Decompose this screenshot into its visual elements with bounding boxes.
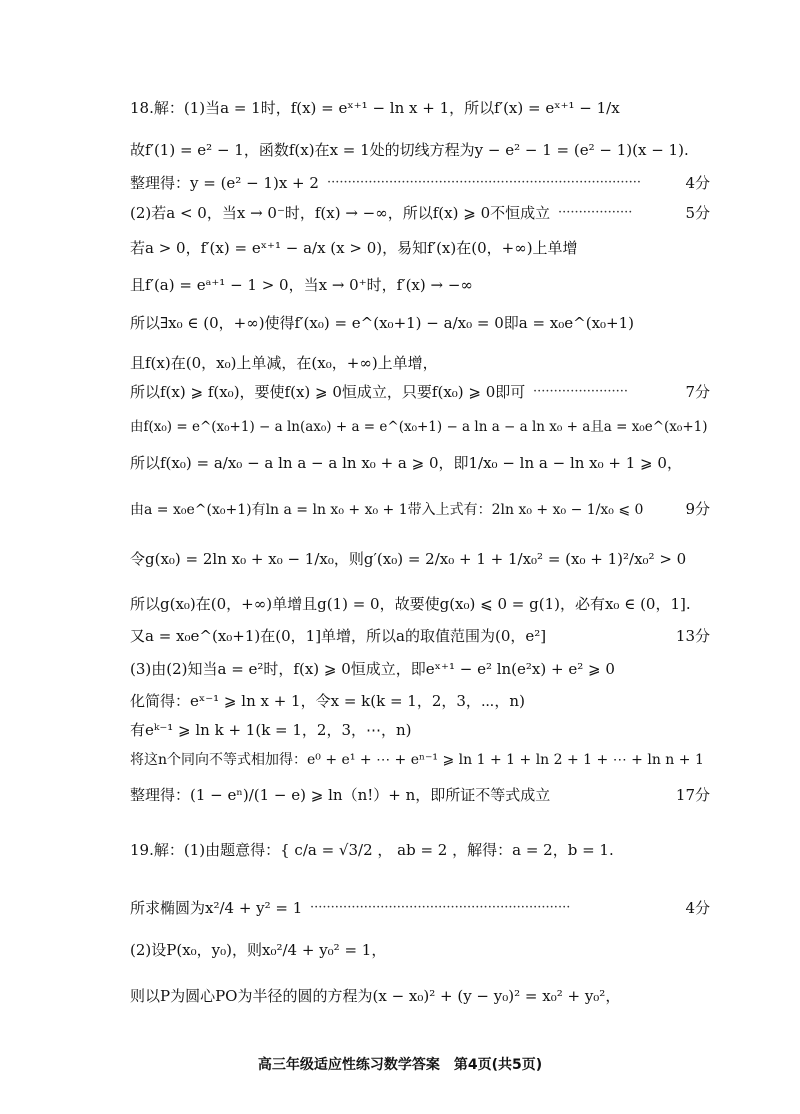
line-text: 有eᵏ⁻¹ ⩾ ln k + 1(k = 1，2，3，⋯，n) [130,721,412,739]
solution-line [130,313,710,333]
score-label: 17分 [675,786,710,804]
line-text: 若a > 0，f′(x) = eˣ⁺¹ − a/x (x > 0)，易知f′(x)在(0，+∞)上单增 [130,239,578,257]
score-label: 4分 [685,174,710,192]
solution-line [130,275,710,295]
line-text: 故f′(1) = e² − 1，函数f(x)在x = 1处的切线方程为y − e² − 1 = (e² − 1)(x − 1). [130,141,689,159]
page-footer: 高三年级适应性练习数学答案 第4页(共5页) [257,1057,543,1073]
line-text: 整理得：(1 − eⁿ)/(1 − e) ⩾ ln（n!）+ n，即所证不等式成立 [130,786,551,804]
dot-leader: ·················· [558,205,633,220]
solution-line [130,382,710,402]
solution-line [130,499,710,520]
solution-line [130,898,710,918]
solution-line [130,140,710,160]
score-label: 13分 [675,627,710,645]
line-text: 18.解：(1)当a = 1时，f(x) = eˣ⁺¹ − ln x + 1，所以f′(x) = eˣ⁺¹ − 1/x [130,99,620,117]
line-text: 又a = x₀e^(x₀+1)在(0，1]单增，所以a的取值范围为(0，e²] [130,627,547,645]
line-text: 将这n个同向不等式相加得：e⁰ + e¹ + ⋯ + eⁿ⁻¹ ⩾ ln 1 + 1 + ln 2 + 1 + ⋯ + ln n + 1 [130,752,704,768]
line-text: 所求椭圆为x²/4 + y² = 1 [130,899,303,917]
solution-line [130,749,710,770]
line-text: 令g(x₀) = 2ln x₀ + x₀ − 1/x₀，则g′(x₀) = 2/x₀ + 1 + 1/x₀² = (x₀ + 1)²/x₀² > 0 [130,550,687,568]
line-text: 且f′(a) = eᵃ⁺¹ − 1 > 0，当x → 0⁺时，f′(x) → −∞ [130,276,473,294]
line-text: 所以∃x₀ ∈ (0，+∞)使得f′(x₀) = e^(x₀+1) − a/x₀ = 0即a = x₀e^(x₀+1) [130,314,635,332]
score-label: 7分 [685,383,710,401]
solution-line [130,840,710,860]
line-text: 由a = x₀e^(x₀+1)有ln a = ln x₀ + x₀ + 1带入上式有：2ln x₀ + x₀ − 1/x₀ ⩽ 0 [130,502,644,518]
solution-line [130,353,710,373]
solution-line [130,453,710,473]
score-label: 5分 [685,204,710,222]
solution-line [130,594,710,614]
solution-line [130,720,710,740]
line-text: 所以f(x) ⩾ f(x₀)，要使f(x) ⩾ 0恒成立，只要f(x₀) ⩾ 0即可 [130,383,526,401]
solution-line [130,238,710,258]
line-text: 且f(x)在(0，x₀)上单减，在(x₀，+∞)上单增， [130,354,438,372]
dot-leader: ············································································ [327,175,642,190]
line-text: 整理得：y = (e² − 1)x + 2 [130,174,319,192]
solution-line [130,940,710,960]
line-text: 所以f(x₀) = a/x₀ − a ln a − a ln x₀ + a ⩾ 0，即1/x₀ − ln a − ln x₀ + 1 ⩾ 0， [130,454,682,472]
solution-line [130,98,710,118]
dot-leader: ······················· [533,384,629,399]
line-text: 则以P为圆心PO为半径的圆的方程为(x − x₀)² + (y − y₀)² = x₀² + y₀²， [130,987,621,1005]
solution-line [130,785,710,805]
solution-line [130,691,710,711]
line-text: (2)设P(x₀，y₀)，则x₀²/4 + y₀² = 1， [130,941,387,959]
line-text: (3)由(2)知当a = e²时，f(x) ⩾ 0恒成立，即eˣ⁺¹ − e² ln(e²x) + e² ⩾ 0 [130,660,615,678]
score-label: 9分 [685,500,710,518]
solution-line [130,626,710,646]
solution-line [130,416,710,437]
score-label: 4分 [685,899,710,917]
dot-leader: ······························································· [310,900,571,915]
line-text: 化简得：eˣ⁻¹ ⩾ ln x + 1，令x = k(k = 1，2，3，⋯，n) [130,692,525,710]
solution-line [130,203,710,223]
solution-line [130,549,710,569]
line-text: 所以g(x₀)在(0，+∞)单增且g(1) = 0，故要使g(x₀) ⩽ 0 = g(1)，必有x₀ ∈ (0，1]. [130,595,691,613]
solution-line [130,659,710,679]
line-text: 由f(x₀) = e^(x₀+1) − a ln(ax₀) + a = e^(x₀+1) − a ln a − a ln x₀ + a且a = x₀e^(x₀+1) [130,419,708,435]
solution-line [130,986,710,1006]
line-text: (2)若a < 0，当x → 0⁻时，f(x) → −∞，所以f(x) ⩾ 0不恒成立 [130,204,551,222]
solution-line [130,173,710,193]
line-text: 19.解：(1)由题意得：{ c/a = √3/2 ， ab = 2 ，解得：a = 2，b = 1. [130,841,614,859]
